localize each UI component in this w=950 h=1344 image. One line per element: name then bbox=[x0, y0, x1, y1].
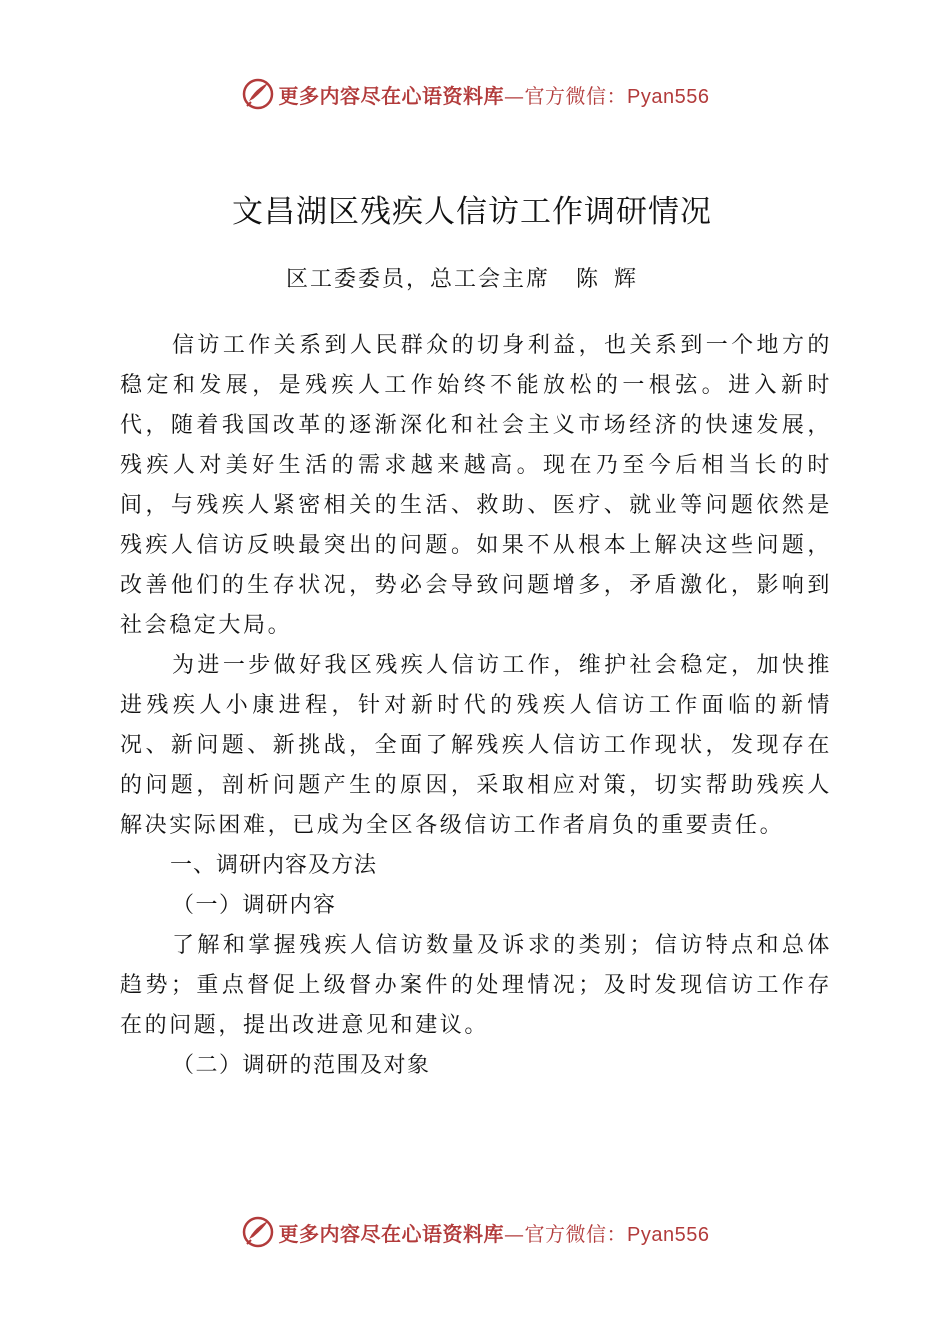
paragraph-intro: 信访工作关系到人民群众的切身利益，也关系到一个地方的稳定和发展，是残疾人工作始终不能放松的一根弦。进入新时代，随着我国改革的逐渐深化和社会主义市场经济的快速发展，残疾人对美好生活的需求越来越高。现在乃至今后相当长的时间，与残疾人紧密相关的生活、救助、医疗、就业等问题依然是残疾人信访反映最突出的问题。如果不从根本上解决这些问题，改善他们的生存状况，势必会导致问题增多，矛盾激化，影响到社会稳定大局。 bbox=[120, 333, 832, 638]
header-banner bbox=[0, 74, 950, 114]
banner-separator: — bbox=[504, 83, 525, 108]
paragraph-purpose: 为进一步做好我区残疾人信访工作，维护社会稳定，加快推进残疾人小康进程，针对新时代的残疾人信访工作面临的新情况、新问题、新挑战，全面了解残疾人信访工作现状，发现存在的问题，剖析问题产生的原因，采取相应对策，切实帮助残疾人解决实际困难，已成为全区各级信访工作者肩负的重要责任。 bbox=[120, 653, 832, 838]
banner-main-text: 更多内容尽在心语资料库 bbox=[278, 83, 505, 108]
banner-wechat-label: 官方微信： bbox=[524, 1221, 628, 1246]
byline bbox=[286, 262, 652, 293]
banner-wechat-id: Pyan556 bbox=[627, 85, 710, 108]
section-heading: 一、调研内容及方法 bbox=[170, 853, 378, 878]
banner-main-text: 更多内容尽在心语资料库 bbox=[278, 1221, 505, 1246]
banner-text bbox=[279, 80, 710, 109]
document-title: 文昌湖区残疾人信访工作调研情况 bbox=[232, 194, 712, 230]
subsection-heading: （二）调研的范围及对象 bbox=[172, 1053, 431, 1078]
banner-text bbox=[279, 1218, 710, 1247]
subsection-heading: （一）调研内容 bbox=[172, 893, 337, 918]
document-body bbox=[120, 326, 832, 1086]
banner-wechat-id: Pyan556 bbox=[627, 1223, 710, 1246]
document bbox=[120, 186, 832, 1078]
footer-banner bbox=[0, 1212, 950, 1252]
quill-logo-icon bbox=[241, 1215, 275, 1249]
byline-role: 区工委委员，总工会主席 bbox=[286, 267, 551, 292]
paragraph-content: 了解和掌握残疾人信访数量及诉求的类别；信访特点和总体趋势；重点督促上级督办案件的处理情况；及时发现信访工作存在的问题，提出改进意见和建议。 bbox=[120, 933, 832, 1038]
byline-name: 陈辉 bbox=[576, 267, 653, 292]
quill-logo-icon bbox=[241, 77, 275, 111]
banner-separator: — bbox=[504, 1221, 525, 1246]
banner-wechat-label: 官方微信： bbox=[524, 83, 628, 108]
